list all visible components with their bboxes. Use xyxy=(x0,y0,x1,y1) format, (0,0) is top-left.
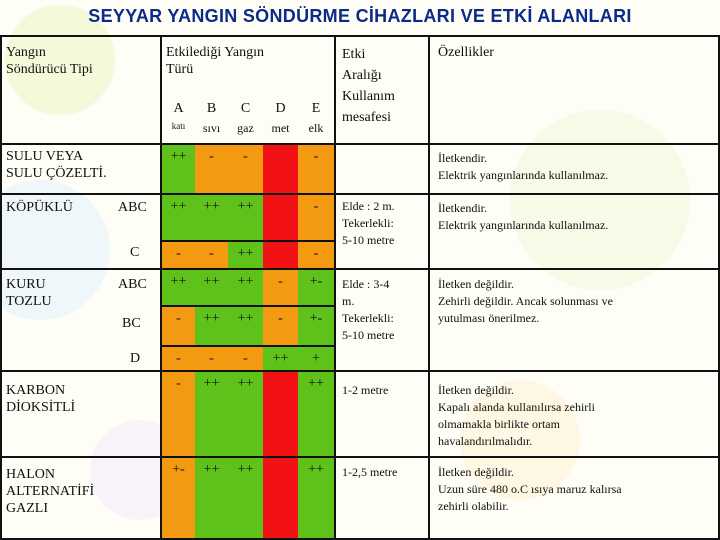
effect-symbol-r5-c0: - xyxy=(176,351,181,366)
row-sub-kuru-bc: BC xyxy=(122,316,141,331)
effect-symbol-r2-c2: ++ xyxy=(237,246,254,261)
effect-symbol-r0-c4: - xyxy=(313,149,319,164)
effect-cell-r6-c3 xyxy=(263,372,298,456)
effect-symbol-r3-c0: ++ xyxy=(170,274,187,289)
class-sub-e: elk xyxy=(308,121,324,135)
effect-symbol-r4-c3: - xyxy=(278,311,283,326)
effect-symbol-r4-c0: - xyxy=(176,311,181,326)
class-sub-b: sıvı xyxy=(202,121,221,135)
effect-symbol-r3-c4: +- xyxy=(309,274,323,289)
effect-symbol-r5-c3: ++ xyxy=(272,351,289,366)
effect-cell-r1-c3 xyxy=(263,195,298,240)
header-extinguisher-type: Yangın Söndürücü Tipi xyxy=(6,45,93,77)
row-sub-kopuklu-c: C xyxy=(130,245,140,260)
effect-symbol-r2-c0: - xyxy=(176,246,181,261)
range-karbon: 1-2 metre xyxy=(342,383,389,397)
effect-symbol-r0-c1: - xyxy=(209,149,214,164)
features-sulu: İletkendir. Elektrik yangınlarında kullanılmaz. xyxy=(438,151,609,182)
row-label-halon: HALON ALTERNATİFİ GAZLI xyxy=(6,467,95,516)
effect-symbol-r6-c0: - xyxy=(176,376,181,391)
effect-symbol-r1-c4: - xyxy=(313,199,319,214)
features-kuru: İletken değildir. Zehirli değildir. Ancak solunması ve yutulması önerilmez. xyxy=(438,277,613,325)
range-kopuklu: Elde : 2 m. Tekerlekli: 5-10 metre xyxy=(342,199,395,247)
effect-symbol-r6-c2: ++ xyxy=(237,376,254,391)
header-fire-type: Etkilediği Yangın Türü xyxy=(166,45,265,77)
class-header-c: C xyxy=(240,101,251,116)
effect-symbol-r7-c4: ++ xyxy=(308,462,324,477)
effect-symbol-r1-c1: ++ xyxy=(203,199,220,214)
effect-symbol-r0-c2: - xyxy=(243,149,248,164)
row-label-kuru-tozlu: KURU TOZLU xyxy=(6,277,52,309)
row-sub-kuru-abc: ABC xyxy=(118,277,147,292)
row-label-kopuklu: KÖPÜKLÜ xyxy=(6,200,73,215)
effect-symbol-r4-c4: +- xyxy=(309,311,323,326)
effect-cell-r2-c3 xyxy=(263,242,298,268)
effect-cell-r7-c3 xyxy=(263,458,298,538)
effect-symbol-r4-c2: ++ xyxy=(237,311,254,326)
features-karbon: İletken değildir. Kapalı alanda kullanılırsa zehirli olmamakla birlikte ortam havalandırılmalıdır. xyxy=(438,383,595,448)
effect-symbol-r6-c1: ++ xyxy=(203,376,220,391)
row-label-sulu: SULU VEYA SULU ÇÖZELTİ. xyxy=(6,149,107,181)
effect-symbol-r0-c0: ++ xyxy=(170,149,187,164)
effect-symbol-r7-c1: ++ xyxy=(203,462,220,477)
effect-symbol-r3-c2: ++ xyxy=(237,274,254,289)
effect-symbol-r5-c4: + xyxy=(312,351,320,366)
effect-symbol-r2-c4: - xyxy=(313,246,319,261)
effect-symbol-r7-c0: +- xyxy=(172,462,185,477)
class-header-d: D xyxy=(275,101,286,116)
features-kopuklu: İletkendir. Elektrik yangınlarında kullanılmaz. xyxy=(438,201,609,232)
class-header-a: A xyxy=(173,101,184,116)
row-sub-kuru-d: D xyxy=(130,351,141,366)
effect-symbol-r3-c3: - xyxy=(278,274,283,289)
class-header-e: E xyxy=(311,101,321,116)
range-kuru: Elde : 3-4 m. Tekerlekli: 5-10 metre xyxy=(342,277,395,342)
class-sub-a: katı xyxy=(171,121,186,131)
row-label-karbon: KARBON DİOKSİTLİ xyxy=(6,383,76,415)
class-sub-c: gaz xyxy=(237,121,254,135)
effect-symbol-r5-c1: - xyxy=(209,351,214,366)
effect-symbol-r1-c0: ++ xyxy=(170,199,187,214)
header-range: Etki Aralığı Kullanım mesafesi xyxy=(342,47,395,125)
class-header-b: B xyxy=(206,101,217,116)
effect-symbol-r6-c4: ++ xyxy=(308,376,324,391)
class-sub-d: met xyxy=(271,121,290,135)
effect-symbol-r7-c2: ++ xyxy=(237,462,254,477)
effect-symbol-r4-c1: ++ xyxy=(203,311,220,326)
effect-symbol-r1-c2: ++ xyxy=(237,199,254,214)
page-title: SEYYAR YANGIN SÖNDÜRME CİHAZLARI VE ETKİ ALANLARI xyxy=(88,6,632,26)
features-halon: İletken değildir. Uzun süre 480 o.C ısıya maruz kalırsa zehirli olabilir. xyxy=(438,465,622,513)
row-sub-kopuklu-abc: ABC xyxy=(118,200,147,215)
effect-symbol-r2-c1: - xyxy=(209,246,214,261)
range-halon: 1-2,5 metre xyxy=(342,465,398,479)
header-features: Özellikler xyxy=(438,45,494,60)
effect-symbol-r5-c2: - xyxy=(243,351,248,366)
effect-symbol-r3-c1: ++ xyxy=(203,274,220,289)
effect-cell-r0-c3 xyxy=(263,145,298,193)
